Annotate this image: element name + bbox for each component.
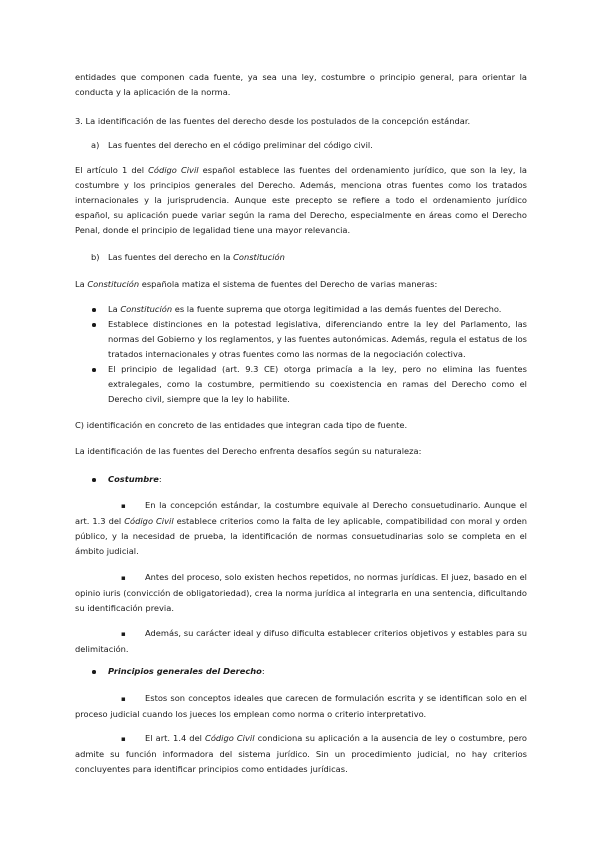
costumbre-label: Costumbre <box>108 474 159 484</box>
paragraph-identificacion: La identificación de las fuentes del Derecho enfrenta desafíos según su naturaleza: <box>75 446 422 456</box>
costumbre-bullet <box>75 472 527 487</box>
subsection-a-marker: a) <box>91 140 100 150</box>
list-item: Costumbre: <box>75 472 527 487</box>
list-item: El principio de legalidad (art. 9.3 CE) otorga primacía a la ley, pero no elimina las fuentes extralegales, como la costumbre, permitiendo su coexistencia en ramas del Derecho como el Derecho civil, siempre que la ley lo habilite. <box>75 362 527 407</box>
section-3-heading: 3. La identificación de las fuentes del derecho desde los postulados de la concepción estándar. <box>75 116 471 126</box>
subsection-a-heading: a) Las fuentes del derecho en el código preliminar del código civil. <box>91 138 543 153</box>
intro-paragraph: entidades que componen cada fuente, ya sea una ley, costumbre o principio general, para orientar la conducta y la aplicación de la norma. <box>75 72 527 97</box>
subsection-b-marker: b) <box>91 252 100 262</box>
paragraph-codigo-civil: El artículo 1 del Código Civil español establece las fuentes del ordenamiento jurídico, que son la ley, la costumbre y los principios generales del Derecho. Además, menciona otras fuentes como los tratados internacionales y la jurisprudencia. Aunque este precepto se refiere a todo el ordenamiento jurídico español, su aplicación puede variar según la rama del Derecho, especialmente en áreas como el Derecho Penal, donde el principio de legalidad tiene una mayor relevancia. <box>75 165 528 235</box>
principios-label: Principios generales del Derecho <box>108 666 262 676</box>
square-bullet-icon <box>75 498 145 514</box>
constitution-bullet-list <box>75 302 527 407</box>
square-bullet-icon <box>75 691 145 707</box>
square-bullet-icon <box>75 731 145 747</box>
list-item: Establece distinciones en la potestad legislativa, diferenciando entre la ley del Parlamento, las normas del Gobierno y los reglamentos, y las fuentes autonómicas. Además, regula el estatus de los tratados internacionales y otras fuentes como las normas de la negociación colectiva. <box>75 317 527 362</box>
principios-bullet <box>75 664 527 679</box>
principios-paragraph-2: ▪El art. 1.4 del Código Civil condiciona su aplicación a la ausencia de ley o costumbre, pero admite su función informadora del sistema jurídico. Sin un procedimiento judicial, no hay criterios concluyentes para identificar principios como entidades jurídicas. <box>75 731 527 777</box>
section-c-heading: C) identificación en concreto de las entidades que integran cada tipo de fuente. <box>75 420 408 430</box>
square-bullet-icon <box>75 570 145 586</box>
list-item: Principios generales del Derecho: <box>75 664 527 679</box>
list-item: La Constitución es la fuente suprema que otorga legitimidad a las demás fuentes del Derecho. <box>75 302 527 317</box>
paragraph-constitucion: La Constitución española matiza el sistema de fuentes del Derecho de varias maneras: <box>75 279 438 289</box>
subsection-b-heading: b) Las fuentes del derecho en la Constitución <box>91 250 543 265</box>
square-bullet-icon <box>75 626 145 642</box>
principios-paragraph-1: ▪Estos son conceptos ideales que carecen de formulación escrita y se identifican solo en el proceso judicial cuando los jueces los emplean como norma o criterio interpretativo. <box>75 691 527 722</box>
costumbre-paragraph-2: ▪Antes del proceso, solo existen hechos repetidos, no normas jurídicas. El juez, basado en el opinio iuris (convicción de obligatoriedad), crea la norma jurídica al integrarla en una sentencia, dificultando su identificación previa. <box>75 570 527 616</box>
costumbre-paragraph-1: ▪En la concepción estándar, la costumbre equivale al Derecho consuetudinario. Aunque el art. 1.3 del Código Civil establece criterios como la falta de ley aplicable, compatibilidad con moral y orden público, y la necesidad de prueba, la identificación de normas consuetudinarias solo se completa en el ámbito judicial. <box>75 498 527 559</box>
costumbre-paragraph-3: ▪Además, su carácter ideal y difuso dificulta establecer criterios objetivos y estables para su delimitación. <box>75 626 527 657</box>
